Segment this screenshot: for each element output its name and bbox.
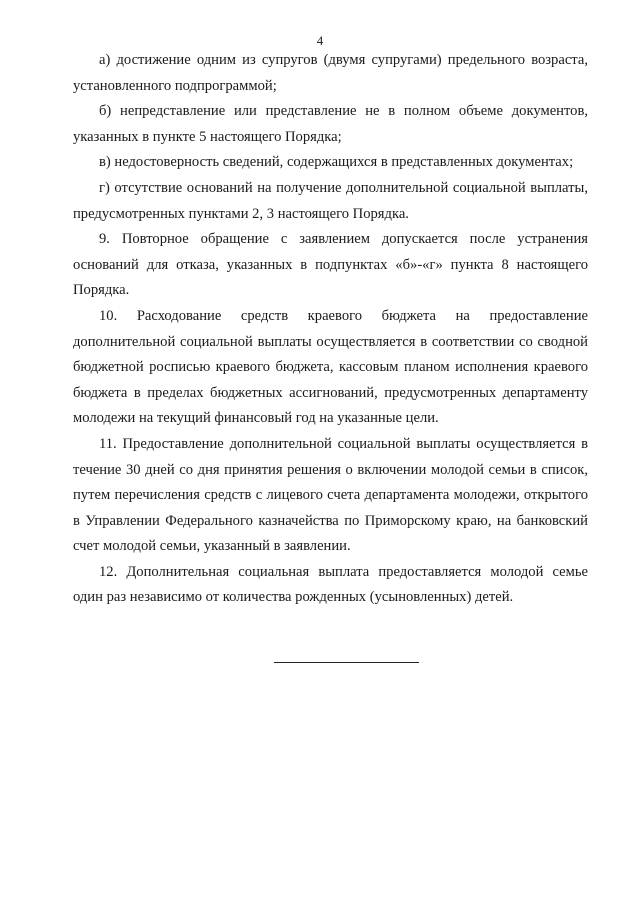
document-body [73,48,588,611]
page-number: 4 [316,33,324,48]
paragraph-b: б) непредставление или представление не в полном объеме документов, указанных в пункте 5 настоящего Порядка; [73,103,588,145]
paragraph-11: 11. Предоставление дополнительной социальной выплаты осуществляется в течение 30 дней со дня принятия решения о включении молодой семьи в список, путем перечисления средств с лицевого счета департамента молодежи, открытого в Управлении Федерального казначейства по Приморскому краю, на банковский счет молодой семьи, указанный в заявлении. [73,435,588,555]
paragraph-a: а) достижение одним из супругов (двумя супругами) предельного возраста, установленного подпрограммой; [73,52,588,94]
closing-rule [274,662,419,663]
paragraph-10: 10. Расходование средств краевого бюджета на предоставление дополнительной социальной выплаты осуществляется в соответствии со сводной бюджетной росписью краевого бюджета, кассовым планом исполнения краевого бюджета в пределах бюджетных ассигнований, предусмотренных департаменту молодежи на текущий финансовый год на указанные цели. [73,307,588,427]
paragraph-9: 9. Повторное обращение с заявлением допускается после устранения оснований для отказа, указанных в подпунктах «б»-«г» пункта 8 настоящего Порядка. [73,231,588,299]
paragraph-v: в) недостоверность сведений, содержащихся в представленных документах; [99,154,574,171]
paragraph-g: г) отсутствие оснований на получение дополнительной социальной выплаты, предусмотренных пунктами 2, 3 настоящего Порядка. [73,179,588,222]
paragraph-12: 12. Дополнительная социальная выплата предоставляется молодой семье один раз независимо от количества рожденных (усыновленных) детей. [73,563,588,606]
